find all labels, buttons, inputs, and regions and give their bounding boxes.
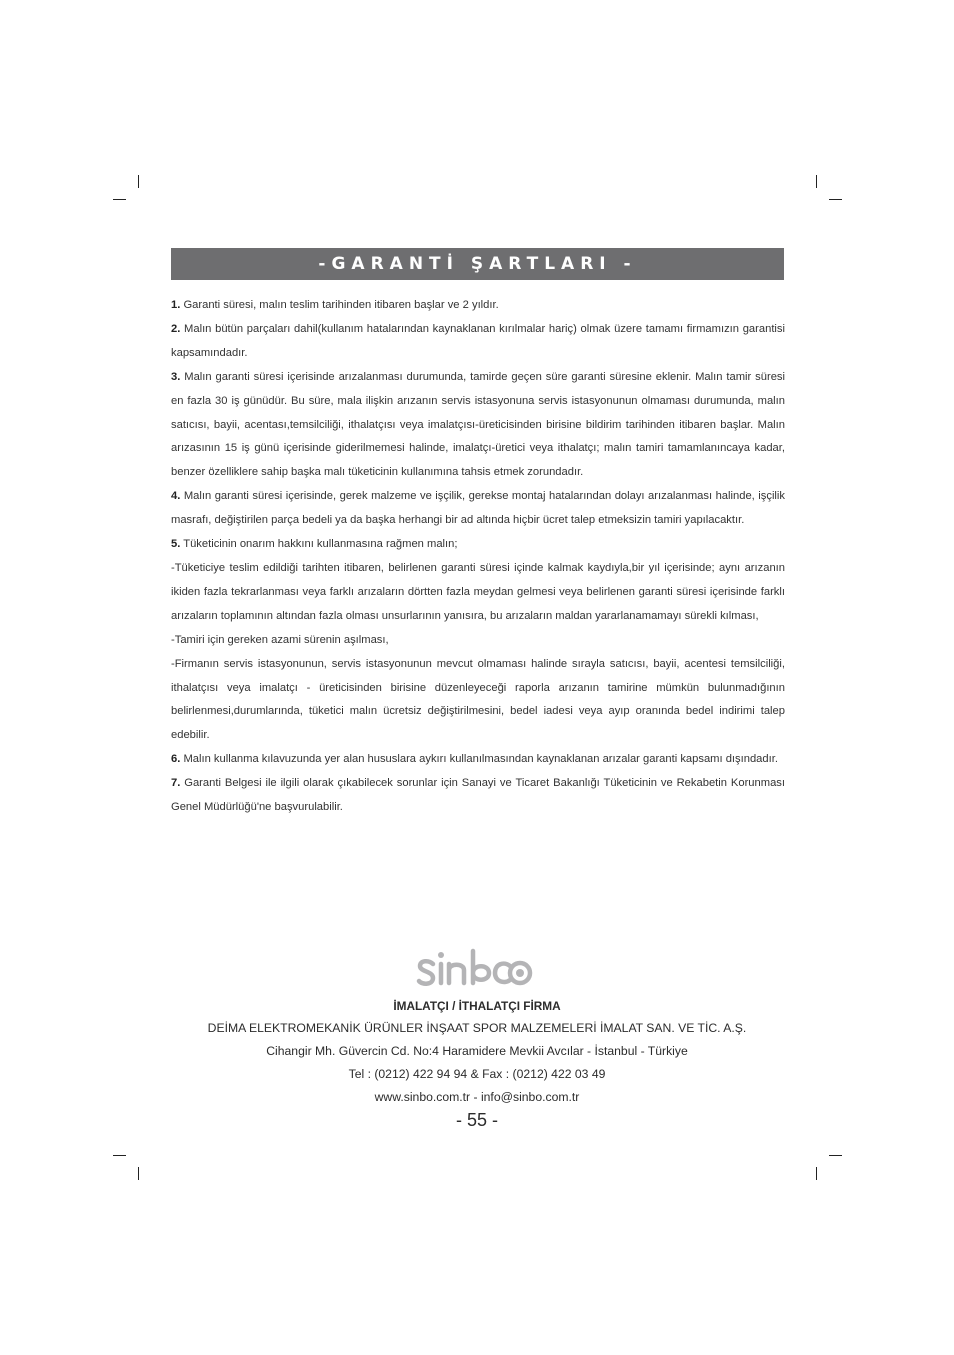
term-7: [171, 772, 785, 820]
term-1: [171, 294, 785, 318]
term-text: Tüketicinin onarım hakkını kullanmasına rağmen malın;: [180, 538, 458, 551]
crop-mark-top-left-h: [113, 199, 126, 200]
crop-mark-top-right-v: [816, 175, 817, 188]
crop-mark-top-right-h: [829, 199, 842, 200]
sinbo-logo: [416, 944, 538, 992]
manufacturer-heading: İMALATÇI / İTHALATÇI FİRMA: [393, 999, 561, 1013]
term-text: Malın garanti süresi içerisinde, gerek malzeme ve işçilik, gerekse montaj hatalarından dolayı arızalanması halinde, işçilik masrafı, değiştirilen parça bedeli ya da başka herhangi bir ad altında hiçbir ücret talep etmeksizin tamiri yapılacaktır.: [171, 490, 785, 527]
term-5-item-b: -Tamiri için gereken azami sürenin aşılması,: [171, 633, 389, 646]
term-number: 3.: [171, 370, 181, 383]
term-text: Garanti süresi, malın teslim tarihinden itibaren başlar ve 2 yıldır.: [180, 299, 499, 311]
page-number: - 55 -: [455, 1110, 498, 1130]
term-text: Malın garanti süresi içerisinde arızalanması durumunda, tamirde geçen süre garanti süresine eklenir. Malın tamir süresi en fazla 30 iş günüdür. Bu süre, mala ilişkin arızanın servis istasyonuna servis istasyonunun olmaması durumunda, malın satıcısı, bayii, acentası,temsilciliği, ithalatçısı veya imalatçısı-üreticisinden birisine bildirim tarihinden itibaren başlar. Malın arızasının 15 iş günü içerisinde giderilmemesi halinde, imalatçı-üretici veya ithalatçı; malın tamiri tamamlanıncaya kadar, benzer özelliklere sahip başka malı tüketicinin kullanımına tahsis etmek zorundadır.: [171, 370, 785, 479]
term-number: 6.: [171, 753, 181, 766]
crop-mark-bottom-right-h: [829, 1155, 842, 1156]
warranty-terms: [171, 294, 785, 820]
term-5: [171, 533, 785, 557]
term-3: [171, 366, 785, 486]
term-number: 2.: [171, 322, 181, 335]
crop-mark-bottom-left-h: [113, 1155, 126, 1156]
company-address: Cihangir Mh. Güvercin Cd. No:4 Haramidere Mevkii Avcılar - İstanbul - Türkiye: [266, 1044, 688, 1058]
term-number: 7.: [171, 777, 181, 790]
term-number: 4.: [171, 490, 181, 503]
term-4: [171, 485, 785, 533]
page-title: -GARANTİ ŞARTLARI -: [318, 254, 637, 274]
company-phone-fax: Tel : (0212) 422 94 94 & Fax : (0212) 422 03 49: [348, 1067, 606, 1081]
term-text: Malın kullanma kılavuzunda yer alan hususlara aykırı kullanılmasından kaynaklanan arızalar garanti kapsamı dışındadır.: [180, 753, 778, 766]
crop-mark-top-left-v: [138, 175, 139, 188]
term-text: Malın bütün parçaları dahil(kullanım hatalarından kaynaklanan kırılmalar hariç) olmak üzere tamamı firmamızın garantisi kapsamındadır.: [171, 322, 785, 359]
term-text: Garanti Belgesi ile ilgili olarak çıkabilecek sorunlar için Sanayi ve Ticaret Bakanlığı Tüketicinin ve Rekabetin Korunması Genel Müdürlüğü'ne başvurulabilir.: [171, 777, 785, 814]
company-web-email: www.sinbo.com.tr - info@sinbo.com.tr: [374, 1090, 580, 1104]
term-number: 5.: [171, 538, 181, 551]
term-2: [171, 318, 785, 366]
term-5-item-a: -Tüketiciye teslim edildiği tarihten itibaren, belirlenen garanti süresi içinde kalmak kaydıyla,bir yıl içerisinde; aynı arızanın ikiden fazla tekrarlanması veya farklı arızaların dörtten fazla meydan gelmesi veya belirlenen garanti süresi içerisinde farklı arızaların toplamının altından fazla olması unsurlarının yanısıra, bu arızaların maldan yararlanamamayı sürekli kılması,: [171, 561, 785, 622]
company-name: DEİMA ELEKTROMEKANİK ÜRÜNLER İNŞAAT SPOR MALZEMELERİ İMALAT SAN. VE TİC. A.Ş.: [207, 1021, 747, 1035]
crop-mark-bottom-right-v: [816, 1167, 817, 1180]
term-5-item-c: -Firmanın servis istasyonunun, servis istasyonunun mevcut olmaması halinde sırayla satıcısı, bayii, acentesi temsilciliği, ithalatçısı veya imalatçı - üreticisinden birisine düzenleyeceği raporla arızanın tamirine mümkün bulunmadığının belirlenmesi,durumlarında, tüketici malın ücretsiz değiştirilmesini, bedel iadesi veya ayıp oranında bedel indirimi talep edebilir.: [171, 657, 785, 742]
term-number: 1.: [171, 299, 181, 311]
term-6: [171, 748, 785, 772]
crop-mark-bottom-left-v: [138, 1167, 139, 1180]
title-bar: [171, 248, 784, 280]
